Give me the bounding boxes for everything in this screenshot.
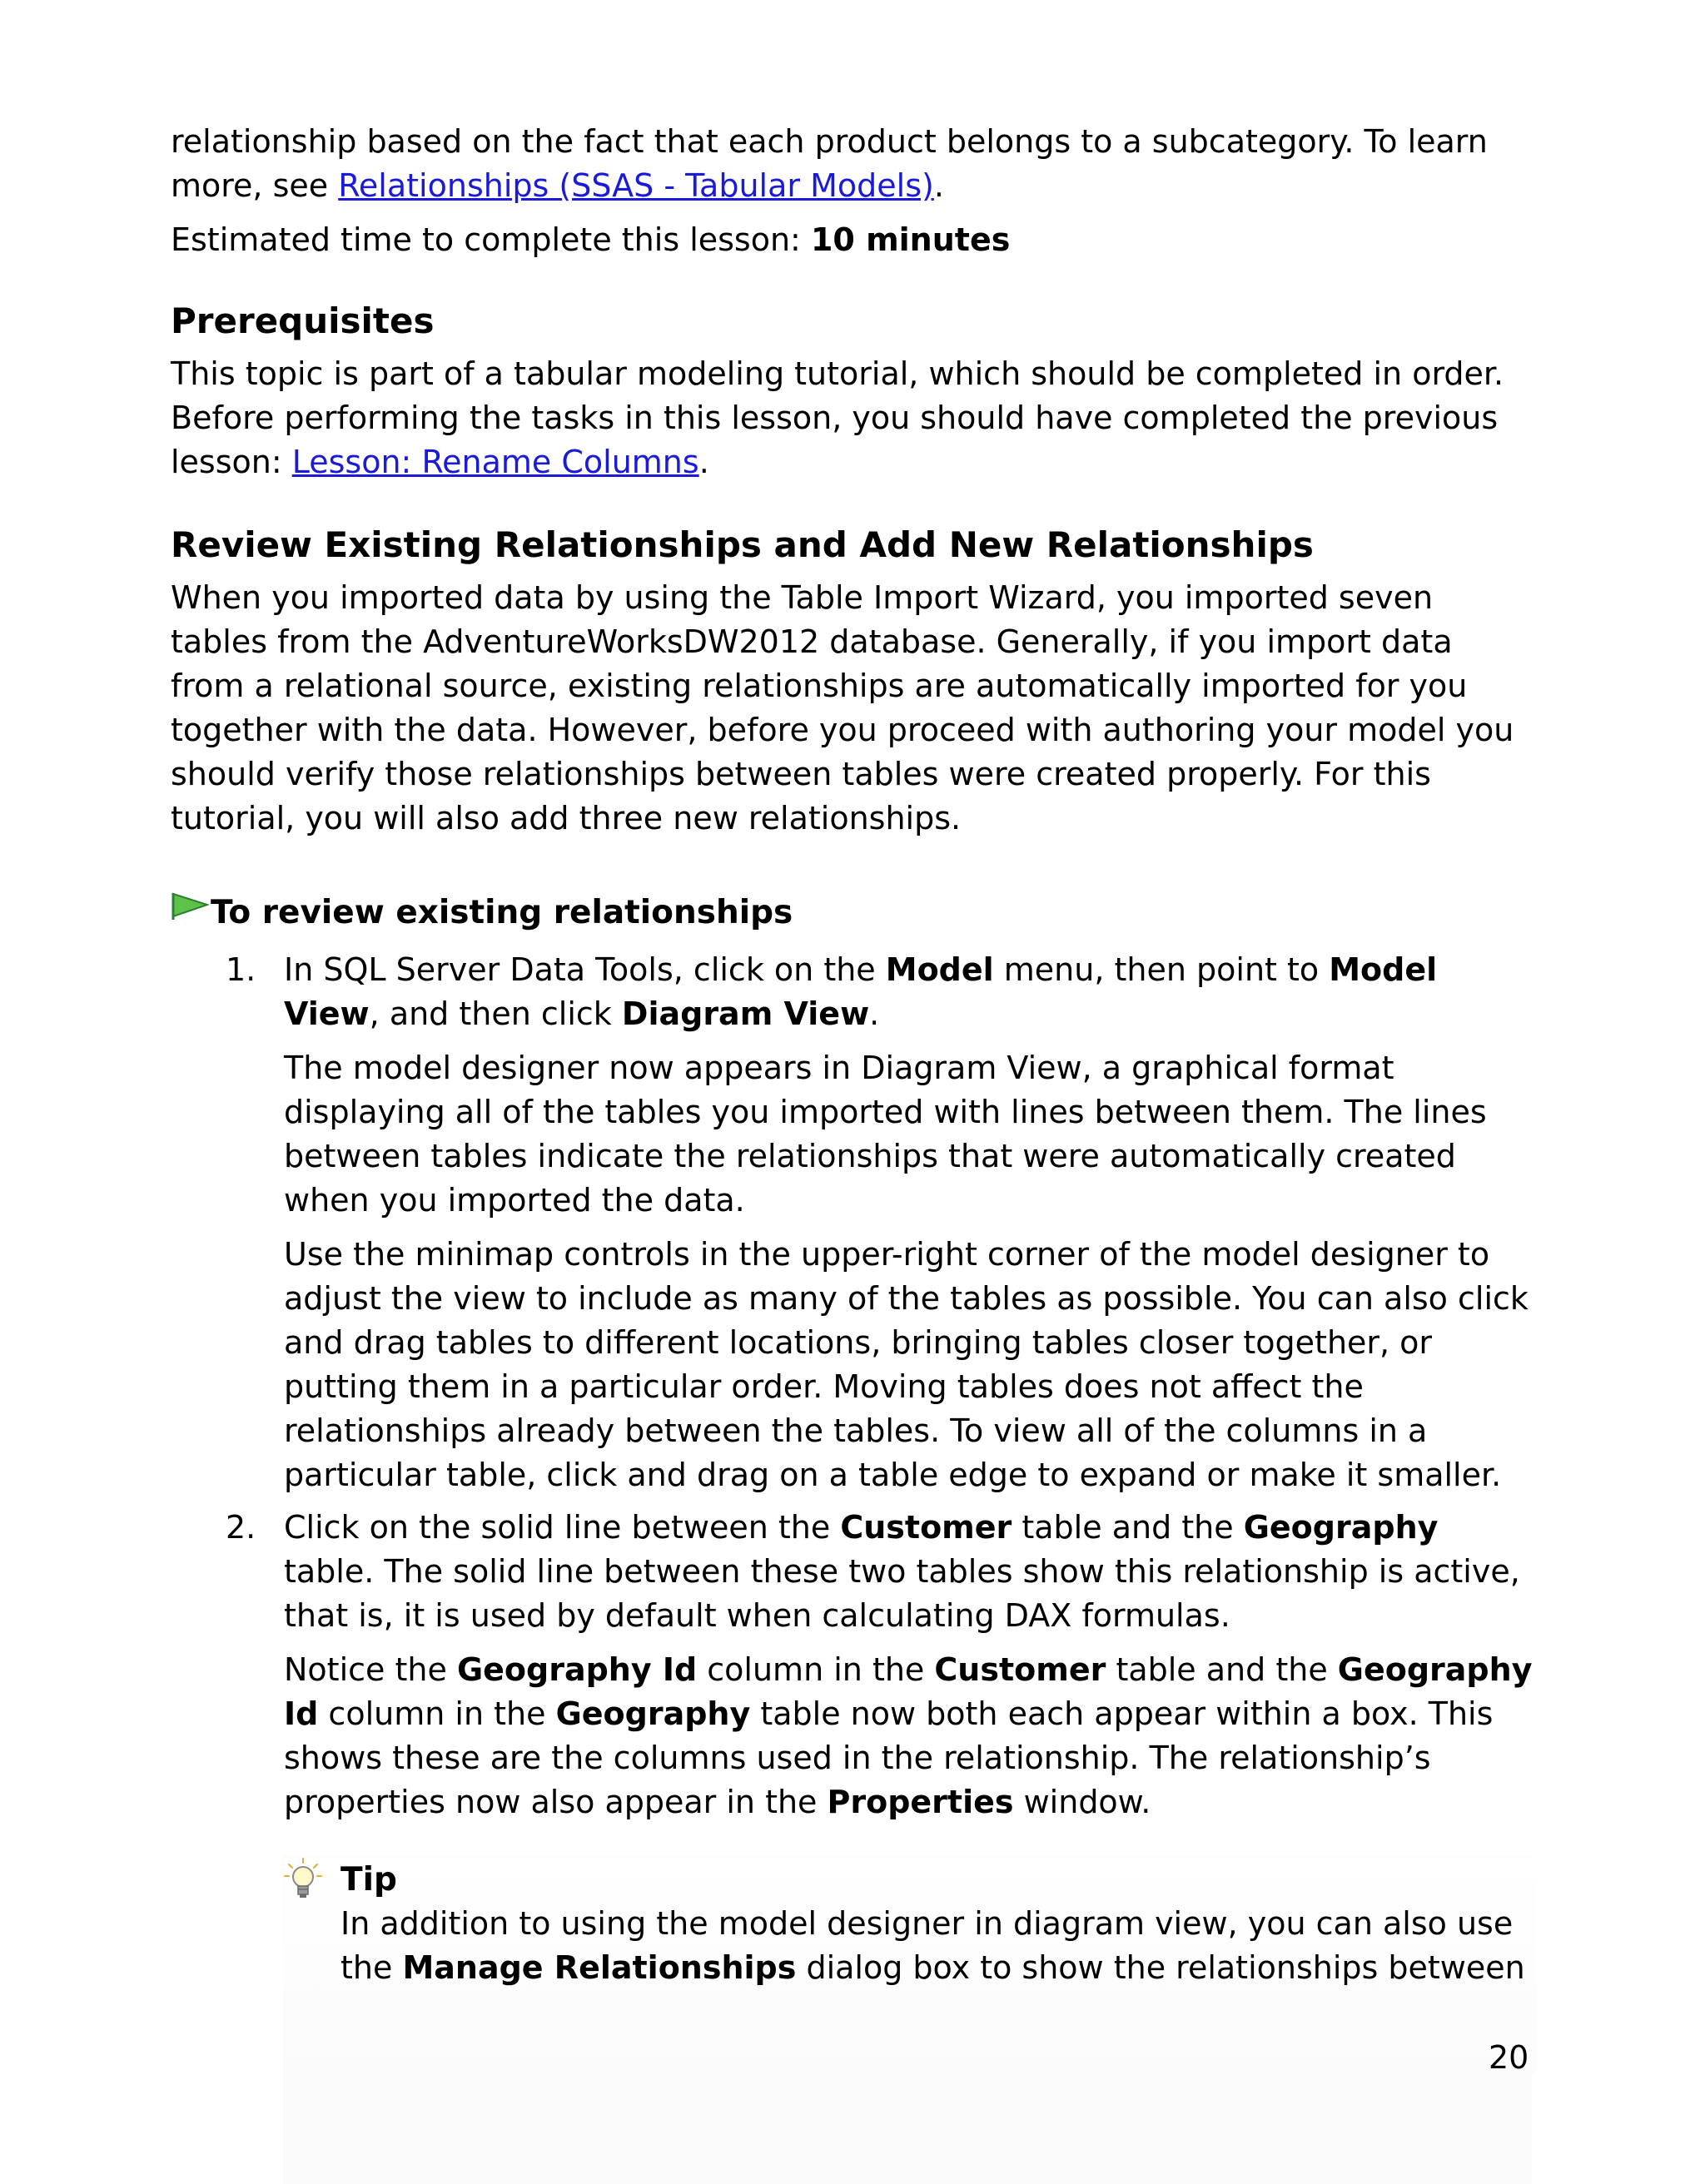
rename-columns-link[interactable]: Lesson: Rename Columns [291,444,699,480]
intro-paragraph: relationship based on the fact that each product belongs to a subcategory. To learn more, see Relationships (SSAS - Tabular Models). [171,123,1488,204]
procedure-heading [171,891,1536,935]
step-1-detail-2: Use the minimap controls in the upper-right corner of the model designer to adjust the view to include as many of the tables as possible. You can also click and drag tables to different locations, bringing tables closer together, or putting them in a particular order. Moving tables does not affect the relationships already between the tables. To view all of the columns in a particular table, click and drag on a table edge to expand or make it smaller. [284,1236,1529,1493]
step-1-text: In SQL Server Data Tools, click on the Model menu, then point to Model View, and then click Diagram View. [284,951,1438,1032]
document-page [171,120,1536,2082]
step-2-detail: Notice the Geography Id column in the Customer table and the Geography Id column in the Geography table now both each appear within a box. This shows these are the columns used in the relationship. The relationship’s properties now also appear in the Properties window. [284,1651,1533,1820]
step-2 [171,1506,1536,2074]
review-text: When you imported data by using the Table Import Wizard, you imported seven tables from the AdventureWorksDW2012 database. Generally, if you import data from a relational source, existing relationships are automatically imported for you together with the data. However, before you proceed with authoring your model you should verify those relationships between tables were created properly. For this tutorial, you will also add three new relationships. [171,579,1514,836]
tip-box [284,1858,1536,2074]
tip-title: Tip [341,1861,397,1899]
page-number: 20 [1489,2039,1529,2076]
step-number: 1. [226,951,256,988]
step-1-detail-1: The model designer now appears in Diagram View, a graphical format displaying all of the tables you imported with lines between them. The lines between tables indicate the relationships that were automatically created when you imported the data. [284,1050,1487,1219]
step-2-text: Click on the solid line between the Customer table and the Geography table. The solid line between these two tables show this relationship is active, that is, it is used by default when calculating DAX formulas. [284,1509,1520,1634]
prerequisites-text: This topic is part of a tabular modeling tutorial, which should be completed in order. Before performing the tasks in this lesson, you should have completed the previous lesson: Lesson: Rename Columns. [171,355,1504,480]
prerequisites-heading: Prerequisites [171,300,435,341]
flag-arrow-icon [171,891,209,921]
estimated-time-value: 10 minutes [810,221,1011,258]
review-heading: Review Existing Relationships and Add New Relationships [171,524,1314,565]
tip-text: In addition to using the model designer in diagram view, you can also use the Manage Relationships dialog box to show the relationships between [341,1905,1525,1986]
lightbulb-icon [284,1858,322,1901]
procedure-steps [171,948,1536,2074]
step-number: 2. [226,1509,256,1546]
step-1 [171,948,1536,1497]
estimated-time: Estimated time to complete this lesson: 10 minutes [171,221,1011,258]
relationships-link[interactable]: Relationships (SSAS - Tabular Models) [338,167,934,204]
procedure-title: To review existing relationships [211,894,793,931]
